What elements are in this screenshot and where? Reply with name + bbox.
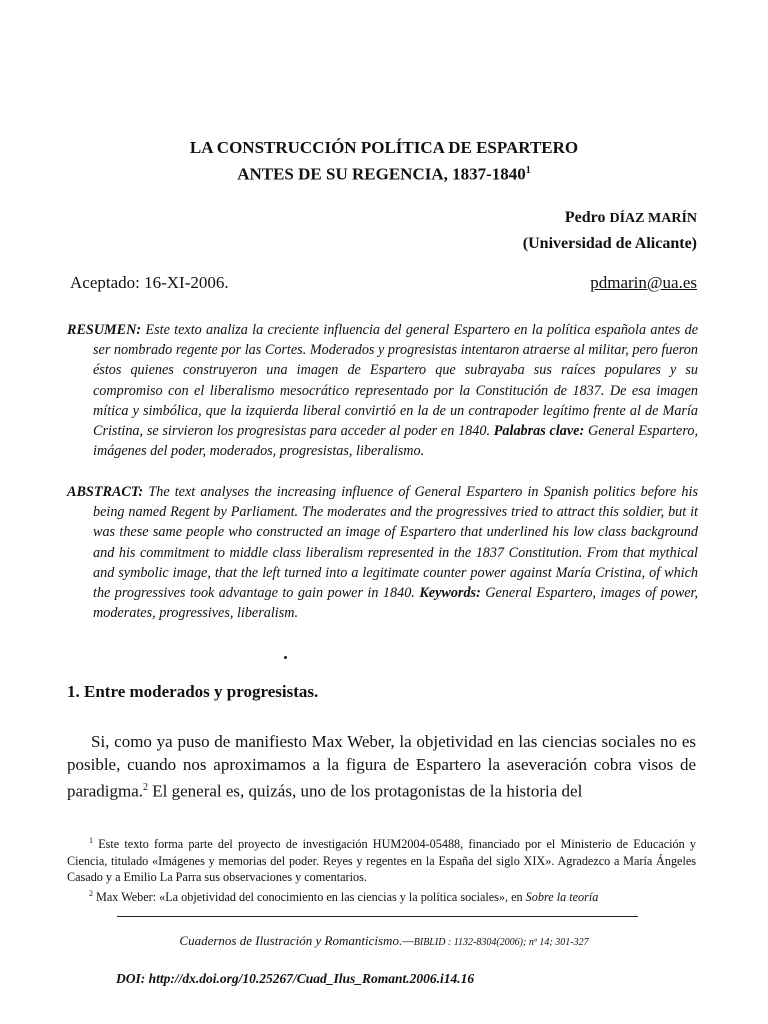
author-first-name: Pedro: [564, 209, 606, 226]
author-affiliation: (Universidad de Alicante): [522, 235, 697, 252]
title-line-2-text: ANTES DE SU REGENCIA, 1837-1840: [237, 164, 526, 184]
stray-dot: [284, 656, 287, 659]
title-line-1: LA CONSTRUCCIÓN POLÍTICA DE ESPARTERO: [189, 138, 579, 157]
abstract-paragraph: [67, 482, 698, 623]
doi-link[interactable]: DOI: http://dx.doi.org/10.25267/Cuad_Ilus_Romant.2006.i14.16: [116, 971, 475, 986]
resumen-paragraph: [67, 320, 698, 461]
resumen-text: Este texto analiza la creciente influencia del general Espartero en la política española antes de ser nombrado regente por las Cortes. Moderados y progresistas intentaron atraerse al militar, pero fueron éstos quienes construyeron una imagen de Espartero que subrayaba sus raíces populares y su compromiso con el liberalismo mesocrático representado por la Constitución de 1837. De esa imagen mítica y simbólica, que la izquierda liberal convirtió en la de un contrapoder legítimo frente al de María Cristina, se sirvieron los progresistas para acceder al poder en 1840.: [93, 322, 698, 440]
section-heading: 1. Entre moderados y progresistas.: [67, 682, 319, 701]
abstract-text: The text analyses the increasing influence of General Espartero in Spanish politics before his being named Regent by Parliament. The moderates and the progressives tried to attract this soldier, but it was these same people who constructed an image of Espartero that underlined his low class background and his commitment to middle class liberalism represented in the 1837 Constitution. From that mythical and symbolic image, that the left turned into a legitimate counter power against María Cristina, of which the progressives took advantage to gain power in 1840.: [93, 484, 698, 602]
resumen-label: RESUMEN:: [67, 322, 142, 338]
footnotes: [67, 833, 696, 905]
author-block: [523, 205, 697, 256]
author-surname: DÍAZ MARÍN: [609, 211, 697, 226]
resumen-keywords-label: Palabras clave:: [493, 423, 585, 440]
footnote-2-number: 2: [89, 888, 93, 898]
footnote-1: [67, 833, 696, 886]
journal-name: Cuadernos de Ilustración y Romanticismo.—: [179, 933, 414, 948]
body-text-b: El general es, quizás, uno de los protagonistas de la historia del: [148, 781, 583, 801]
footnote-2-italic: Sobre la teoría: [525, 889, 599, 904]
abstract-keywords: General Espartero, images of power, moderates, progressives, liberalism.: [93, 585, 699, 622]
body-footnote-ref[interactable]: 2: [143, 782, 148, 793]
article-title: [0, 136, 768, 186]
footer-rule: [117, 916, 638, 917]
footnote-2: [67, 886, 696, 906]
title-footnote-ref[interactable]: 1: [525, 165, 531, 176]
journal-biblid: BIBLID : 1132-8304(2006); nº 14; 301-327: [413, 937, 589, 948]
author-email-link[interactable]: pdmarin@ua.es: [590, 273, 697, 292]
abstract-label: ABSTRACT:: [67, 484, 144, 500]
footnote-2-text: Max Weber: «La objetividad del conocimiento en las ciencias y la política sociales», en: [96, 889, 523, 904]
author-name: [523, 205, 697, 231]
body-text-a: Si, como ya puso de manifiesto Max Weber, la objetividad en las ciencias sociales no es posible, cuando nos aproximamos a la figura de Espartero la aseveración cobra visos de paradigma.: [67, 732, 696, 801]
body-paragraph: [67, 730, 696, 803]
accepted-date: Aceptado: 16-XI-2006.: [70, 273, 229, 292]
journal-citation: [0, 933, 768, 949]
footnote-1-text: Este texto forma parte del proyecto de investigación HUM2004-05488, financiado por el Ministerio de Educación y Ciencia, titulado «Imágenes y memorias del poder. Reyes y regentes en la España del siglo XIX». Agradezco a María Ángeles Casado y a Emilio La Parra sus observaciones y comentarios.: [67, 837, 696, 885]
resumen-keywords: General Espartero, imágenes del poder, moderados, progresistas, liberalismo.: [93, 423, 698, 460]
title-line-2: [0, 159, 768, 186]
footnote-1-number: 1: [89, 836, 93, 845]
abstract-keywords-label: Keywords:: [419, 585, 481, 602]
